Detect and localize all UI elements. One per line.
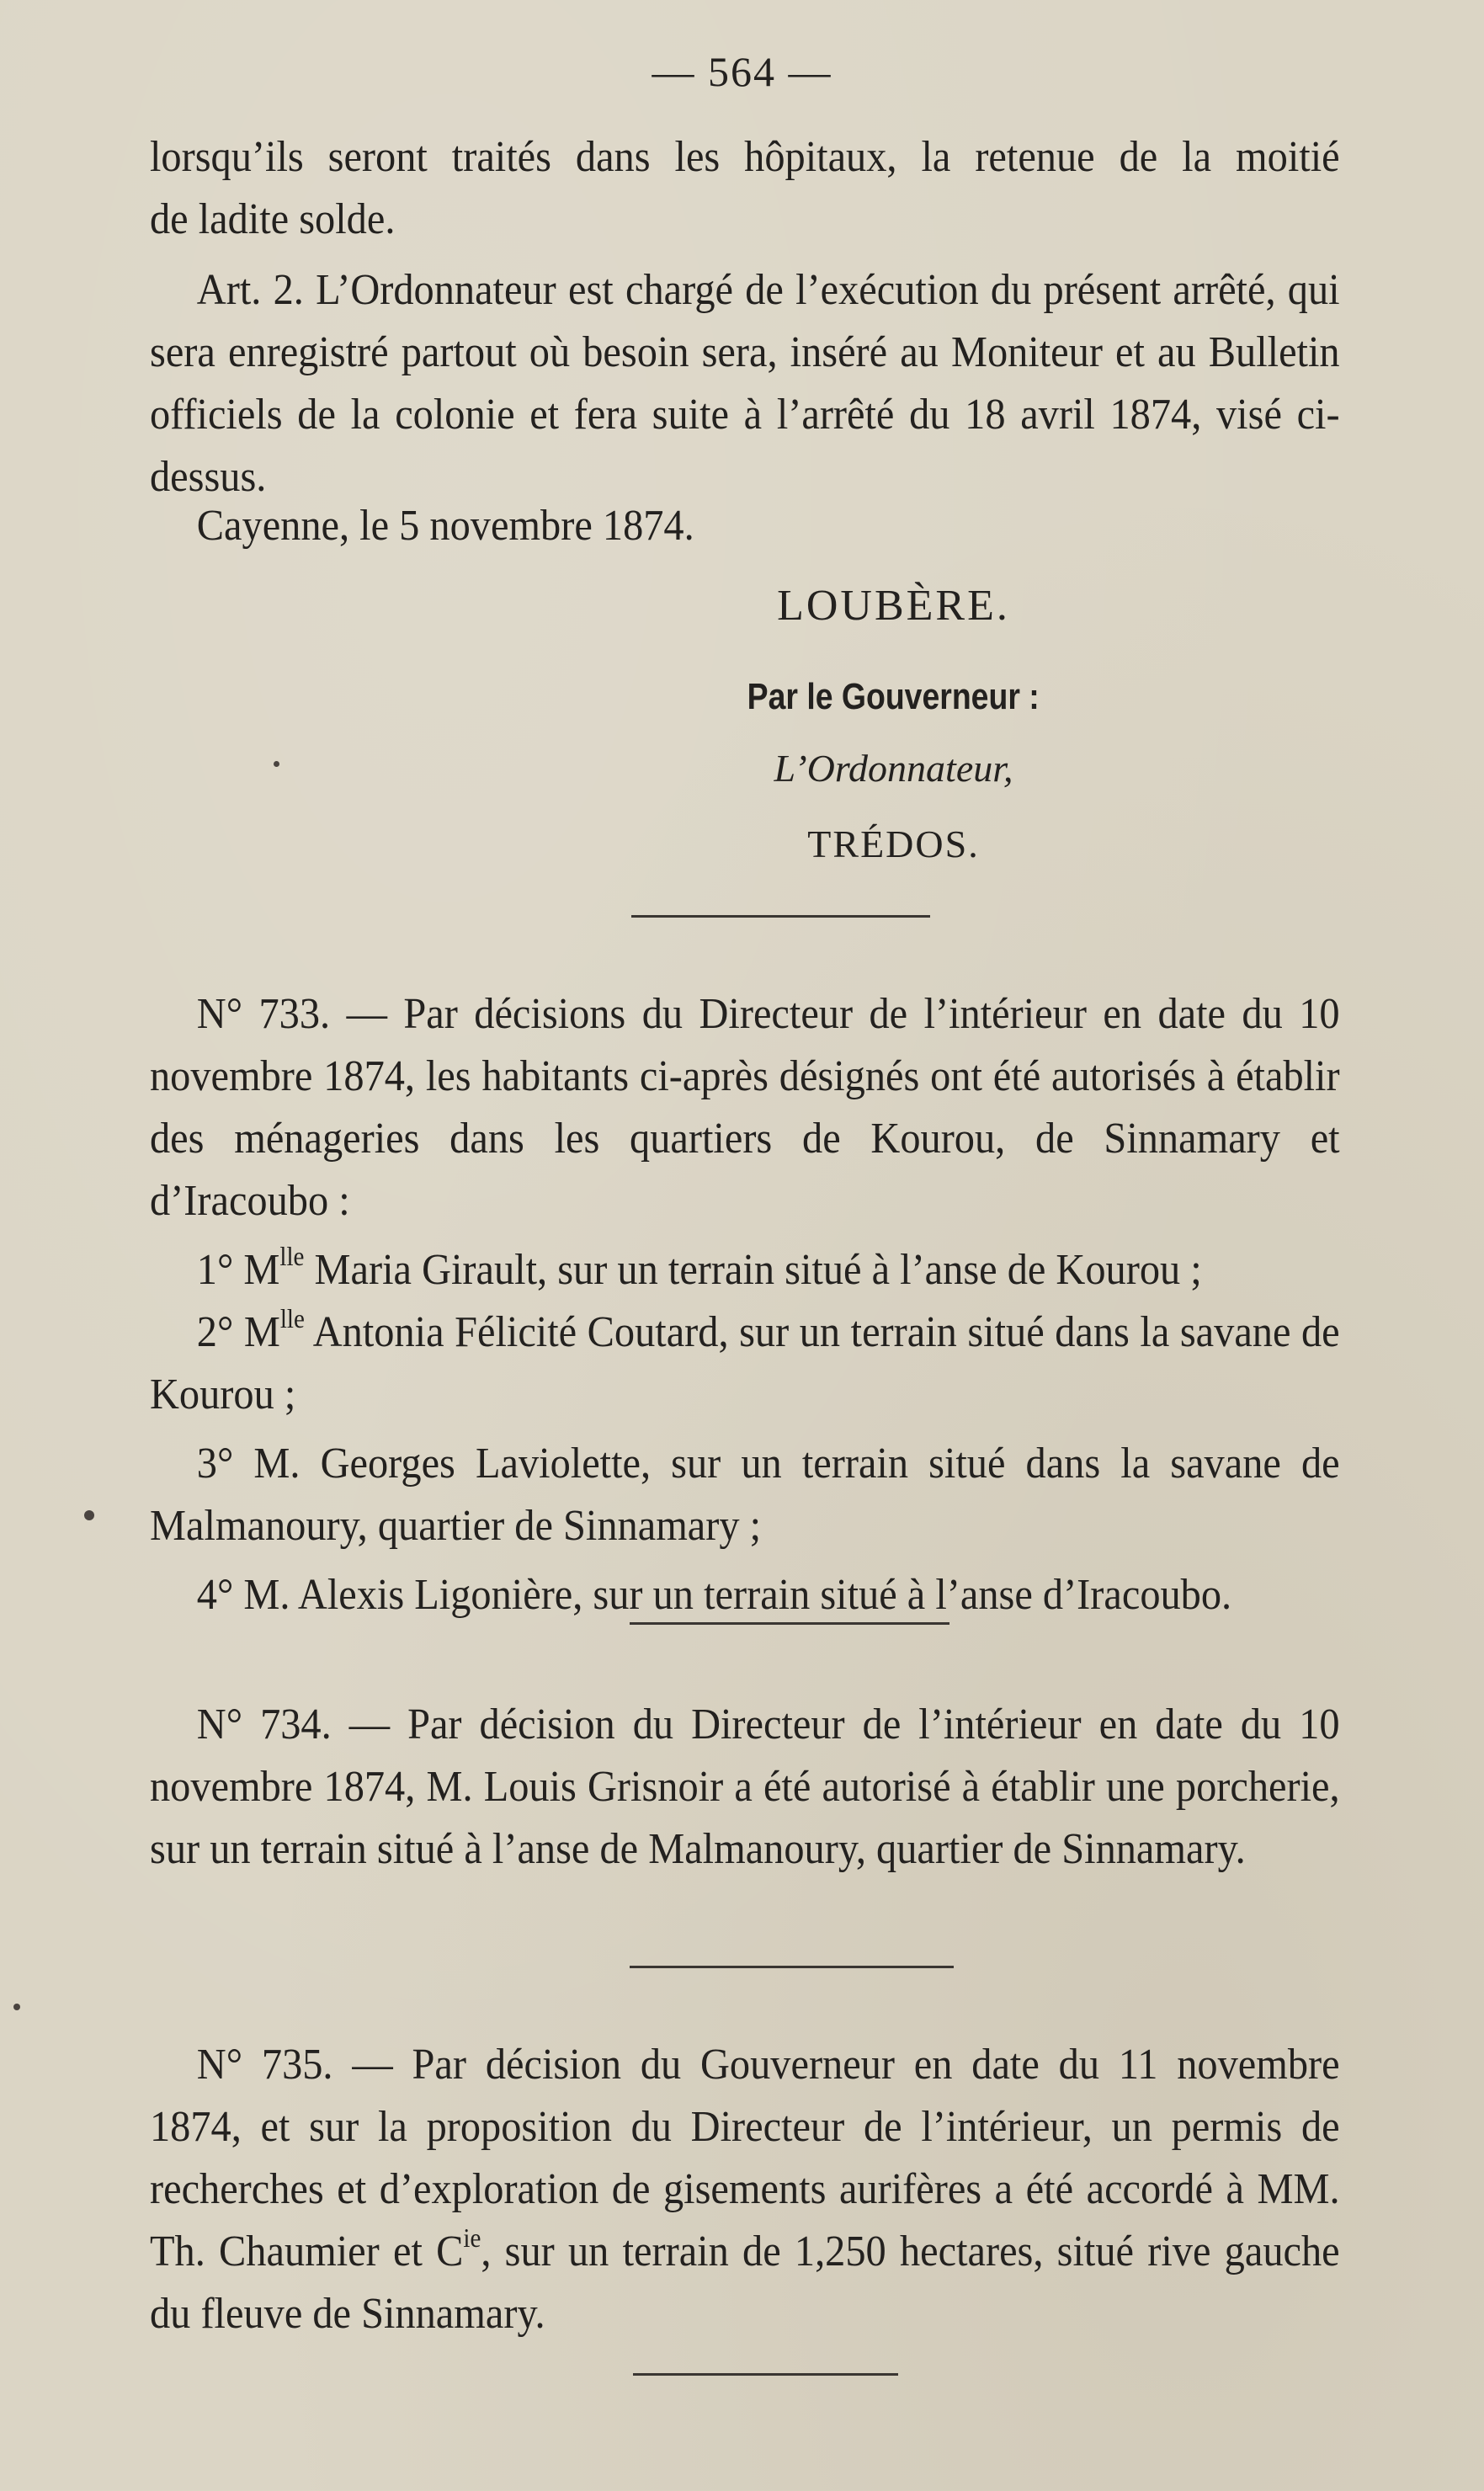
signature-role-block: [152, 743, 1484, 792]
decision-733-paragraph: [150, 983, 1340, 1626]
decision-733-item-2: [150, 1301, 1340, 1426]
item-2-title: M: [243, 1308, 280, 1356]
article-2-text: Art. 2. L’Ordonnateur est chargé de l’exécution du présent arrêté, qui sera enregistré partout où besoin sera, inséré au Moniteur et au Bulletin officiels de la colonie et fera suite à l’arrêté du 18 avril 1874, visé ci-dessus.: [150, 266, 1340, 501]
page-number: — 564 —: [652, 48, 832, 95]
decision-734-paragraph: [150, 1694, 1340, 1881]
item-1-number: 1°: [196, 1246, 234, 1294]
decision-733-item-3: 3° M. Georges Laviolette, sur un terrain situé dans la savane de Malmanoury, quartier de Sinnamary ;: [150, 1440, 1340, 1550]
section-divider-4: [633, 2373, 898, 2376]
signatory-name: TRÉDOS.: [807, 822, 980, 865]
intro-line-2: de ladite solde.: [150, 195, 396, 243]
decision-735-sup: ie: [463, 2223, 481, 2254]
item-2-number: 2°: [196, 1308, 234, 1356]
decision-735-paragraph: [150, 2034, 1340, 2345]
decision-733-intro: N° 733. — Par décisions du Directeur de l’intérieur en date du 10 novembre 1874, les habitants ci-après désignés ont été autorisés à établir des ménageries dans les quartiers de Kourou, de Sinnamary et d’Iracoubo :: [150, 990, 1340, 1225]
place-date-paragraph: [150, 495, 1340, 557]
ink-speck: [274, 761, 279, 767]
signature-byline-block: [152, 670, 1484, 720]
governor-name: LOUBÈRE.: [777, 582, 1010, 630]
signature-by-line: Par le Gouverneur :: [747, 676, 1040, 717]
signature-name-block: [152, 581, 1484, 631]
item-2-text: Antonia Félicité Coutard, sur un terrain situé dans la savane de Kourou ;: [150, 1308, 1340, 1418]
signature-role: L’Ordonnateur,: [774, 747, 1013, 790]
section-divider-3: [630, 1966, 954, 1968]
intro-line-1: lorsqu’ils seront traités dans les hôpitaux, la retenue de la moitié: [150, 133, 1340, 181]
intro-paragraph: [150, 126, 1340, 251]
decision-733-item-1: [150, 1239, 1340, 1301]
place-date: Cayenne, le 5 novembre 1874.: [196, 502, 694, 550]
item-1-title-sup: lle: [279, 1242, 305, 1272]
ink-speck: [13, 2004, 20, 2010]
decision-734-text: N° 734. — Par décision du Directeur de l’intérieur en date du 10 novembre 1874, M. Louis Grisnoir a été autorisé à établir une porcherie, sur un terrain situé à l’anse de Malmanoury, quartier de Sinnamary.: [150, 1701, 1340, 1873]
decision-735-text-end: , sur un terrain de 1,250 hectares, situé rive gauche du fleuve de Sinnamary.: [150, 2228, 1340, 2338]
signature-signatory-block: [152, 818, 1484, 868]
decision-735-text: [150, 2034, 1340, 2345]
section-divider-2: [630, 1622, 949, 1625]
decision-733-item-4: 4° M. Alexis Ligonière, sur un terrain situé à l’anse d’Iracoubo.: [196, 1571, 1232, 1619]
ink-speck: [84, 1510, 94, 1520]
article-2-paragraph: [150, 259, 1340, 508]
section-divider-1: [631, 915, 930, 918]
decision-735-text-main: N° 735. — Par décision du Gouverneur en date du 11 novembre 1874, et sur la proposition du Directeur de l’intérieur, un permis de recherches et d’exploration de gisements aurifères a été accordé à MM. Th. Chaumier et C: [150, 2041, 1340, 2275]
item-2-title-sup: lle: [279, 1304, 305, 1334]
item-1-text: Maria Girault, sur un terrain situé à l’anse de Kourou ;: [314, 1246, 1202, 1294]
item-1-title: M: [243, 1246, 280, 1294]
